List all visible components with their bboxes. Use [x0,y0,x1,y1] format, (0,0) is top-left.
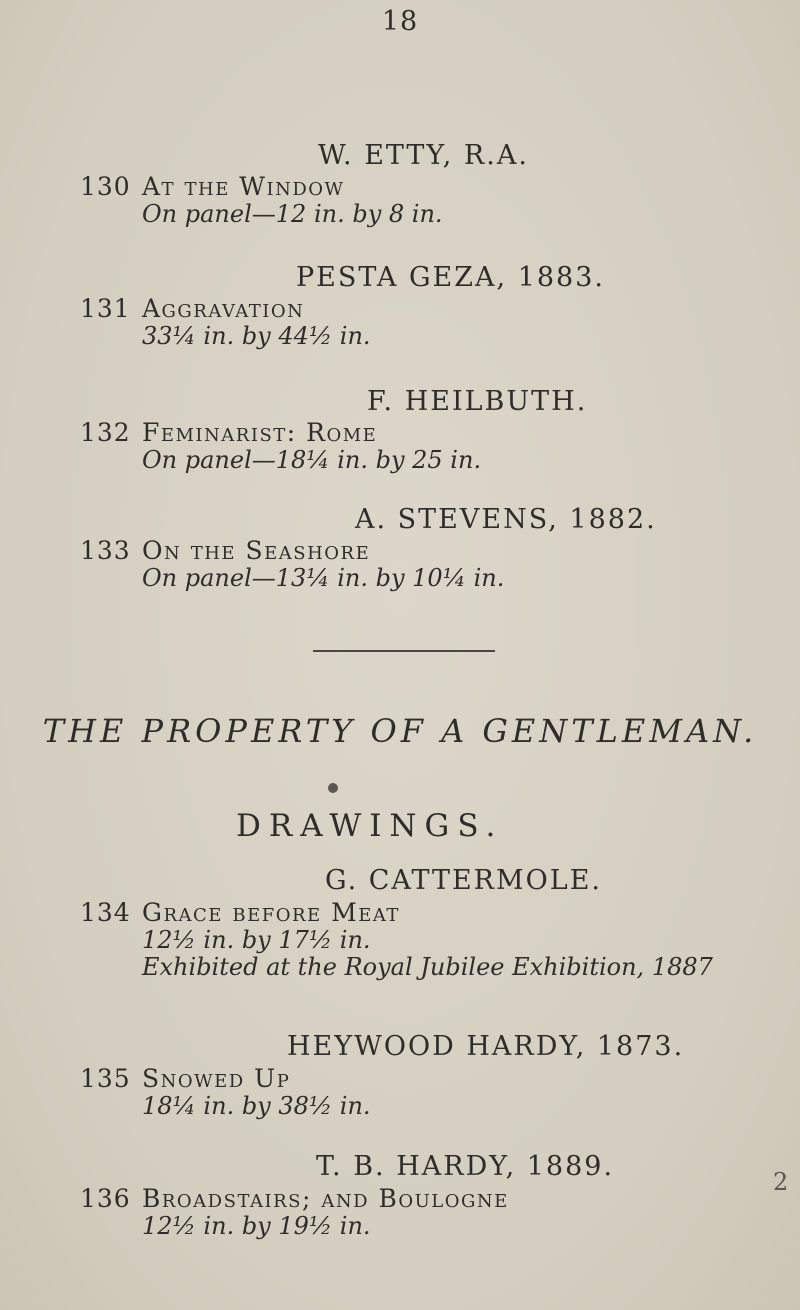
lot-title: Aggravation [142,294,305,323]
artist-name: G. CATTERMOLE. [325,865,603,896]
section-subtitle: DRAWINGS. [236,808,504,844]
artist-name: HEYWOOD HARDY, 1873. [287,1031,685,1062]
artist-name: T. B. HARDY, 1889. [316,1151,615,1182]
lot-title: On the Seashore [142,536,371,565]
lot-title: Grace before Meat [142,898,400,927]
section-divider [313,650,495,652]
artist-name: W. ETTY, R.A. [318,140,529,171]
lot-title: Feminarist: Rome [142,418,378,447]
lot-number: 136 [80,1184,131,1213]
lot-number: 133 [80,536,131,565]
lot-number: 131 [80,294,131,323]
lot-title: Snowed Up [142,1064,291,1093]
lot-detail: 12½ in. by 19½ in. [142,1212,371,1240]
page-number: 18 [381,6,419,37]
lot-note: Exhibited at the Royal Jubilee Exhibition, 1887 [142,953,713,981]
lot-detail: 33¼ in. by 44½ in. [142,322,371,350]
artist-name: A. STEVENS, 1882. [355,504,657,535]
lot-number: 130 [80,172,131,201]
artist-name: F. HEILBUTH. [367,386,588,417]
lot-detail: On panel—12 in. by 8 in. [142,200,443,228]
section-title: THE PROPERTY OF A GENTLEMAN. [42,712,758,750]
ornament-dot [328,783,338,793]
lot-detail: On panel—18¼ in. by 25 in. [142,446,482,474]
lot-number: 135 [80,1064,131,1093]
lot-detail: 18¼ in. by 38½ in. [142,1092,371,1120]
lot-detail: 12½ in. by 17½ in. [142,926,371,954]
artist-name: PESTA GEZA, 1883. [296,262,605,293]
lot-title: Broadstairs; and Boulogne [142,1184,509,1213]
lot-title: At the Window [142,172,345,201]
lot-number: 132 [80,418,131,447]
margin-mark: 2 [773,1168,789,1196]
lot-detail: On panel—13¼ in. by 10¼ in. [142,564,505,592]
lot-number: 134 [80,898,131,927]
